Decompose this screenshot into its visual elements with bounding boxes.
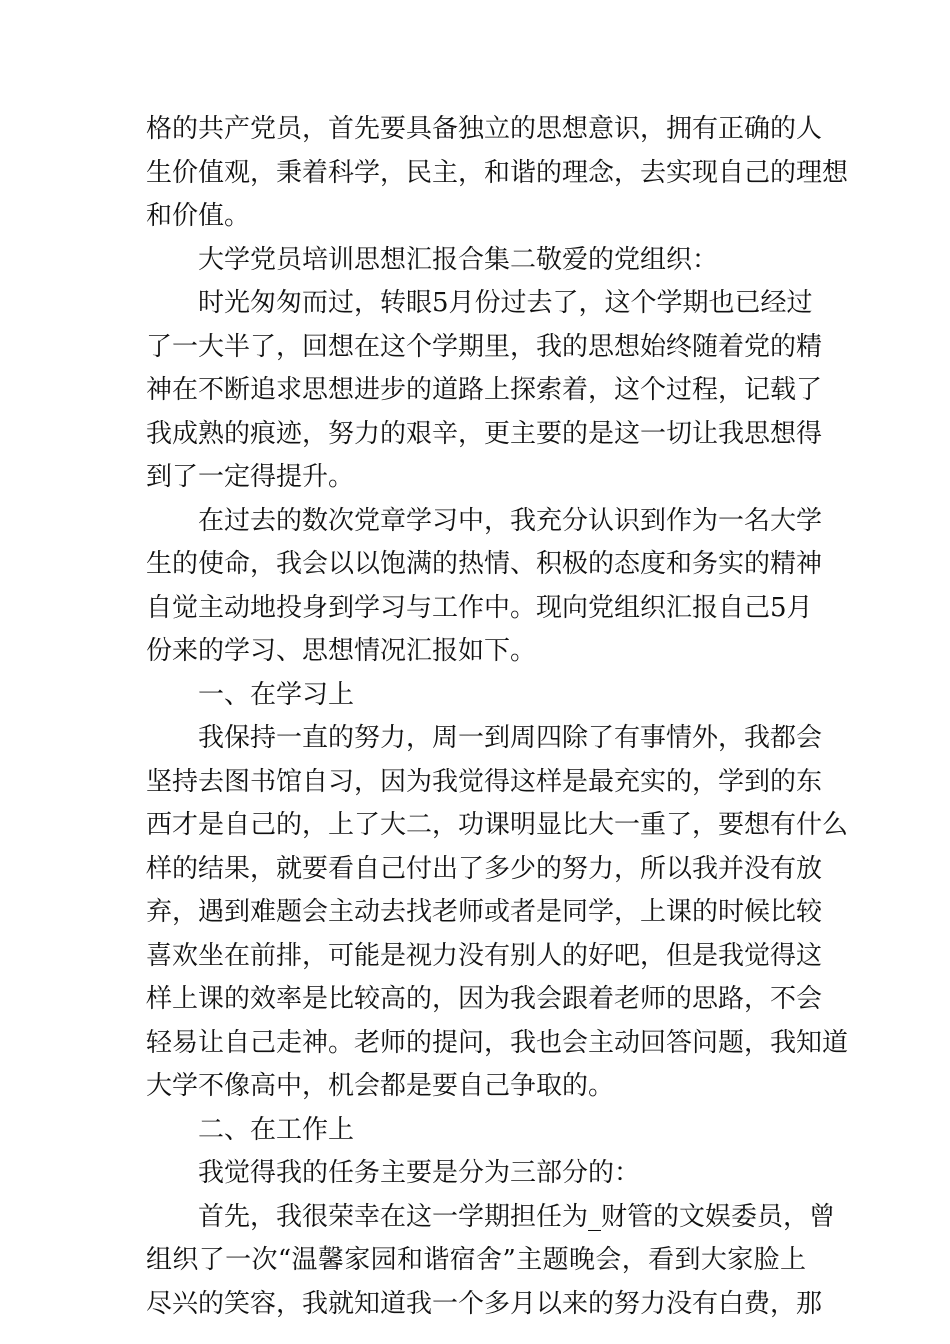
- text-line: 二、在工作上: [198, 1114, 355, 1145]
- text-line: 神在不断追求思想进步的道路上探索着，这个过程，记载了: [146, 375, 823, 405]
- text-line: 组织了一次“温馨家园和谐宿舍”主题晚会，看到大家脸上: [146, 1245, 806, 1275]
- text-line: 自觉主动地投身到学习与工作中。现向党组织汇报自己5月: [146, 592, 813, 623]
- text-line: 了一大半了，回想在这个学期里，我的思想始终随着党的精: [146, 331, 823, 362]
- text-line: 轻易让自己走神。老师的提问，我也会主动回答问题，我知道: [146, 1027, 849, 1058]
- text-line: 大学党员培训思想汇报合集二敬爱的党组织：: [198, 244, 719, 275]
- text-line: 喜欢坐在前排，可能是视力没有别人的好吧，但是我觉得这: [146, 940, 823, 971]
- text-line: 样的结果，就要看自己付出了多少的努力，所以我并没有放: [146, 853, 823, 884]
- text-line: 在过去的数次党章学习中，我充分认识到作为一名大学: [198, 505, 823, 536]
- text-line: 我保持一直的努力，周一到周四除了有事情外，我都会: [198, 723, 823, 753]
- text-line: 西才是自己的，上了大二，功课明显比大一重了，要想有什么: [146, 810, 849, 840]
- text-line: 到了一定得提升。: [146, 462, 355, 492]
- text-line: 一、在学习上: [198, 679, 355, 710]
- text-line: 坚持去图书馆自习，因为我觉得这样是最充实的，学到的东: [146, 766, 823, 797]
- text-line: 尽兴的笑容，我就知道我一个多月以来的努力没有白费，那: [146, 1288, 823, 1319]
- text-line: 样上课的效率是比较高的，因为我会跟着老师的思路，不会: [146, 984, 823, 1014]
- text-line: 生价值观，秉着科学，民主，和谐的理念，去实现自己的理想: [146, 157, 849, 188]
- text-line: 我成熟的痕迹，努力的艰辛，更主要的是这一切让我思想得: [146, 418, 823, 449]
- text-line: 生的使命，我会以以饱满的热情、积极的态度和务实的精神: [146, 549, 823, 579]
- text-line: 和价值。: [146, 201, 251, 231]
- text-line: 首先，我很荣幸在这一学期担任为_财管的文娱委员，曾: [198, 1201, 836, 1232]
- text-line: 份来的学习、思想情况汇报如下。: [146, 636, 537, 666]
- document-body: [146, 108, 849, 1326]
- text-line: 格的共产党员，首先要具备独立的思想意识，拥有正确的人: [146, 114, 823, 144]
- text-line: 大学不像高中，机会都是要自己争取的。: [146, 1071, 615, 1101]
- text-line: 时光匆匆而过，转眼5月份过去了，这个学期也已经过: [198, 288, 813, 318]
- text-line: 我觉得我的任务主要是分为三部分的：: [198, 1158, 641, 1188]
- text-line: 弃，遇到难题会主动去找老师或者是同学，上课的时候比较: [146, 897, 823, 927]
